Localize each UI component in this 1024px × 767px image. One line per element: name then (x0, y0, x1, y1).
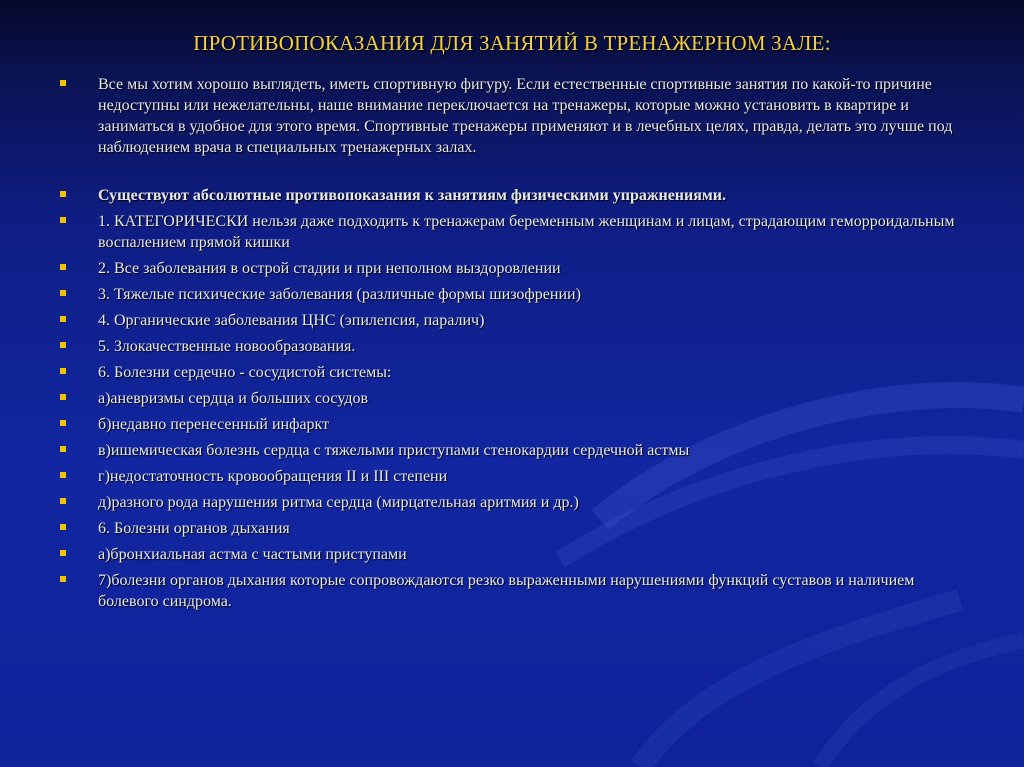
list-item-text: 1. КАТЕГОРИЧЕСКИ нельзя даже подходить к тренажерам беременным женщинам и лицам, страдающим геморроидальным воспалением прямой кишки (98, 213, 955, 251)
bullet-icon (60, 420, 66, 426)
bullet-icon (60, 316, 66, 322)
list-item (60, 544, 970, 565)
list-item (60, 185, 970, 206)
list-item (60, 211, 970, 253)
list-item-text: а)бронхиальная астма с частыми приступами (98, 546, 407, 563)
list-item-text: Существуют абсолютные противопоказания к занятиям физическими упражнениями. (98, 187, 726, 204)
bullet-icon (60, 576, 66, 582)
bullet-icon (60, 524, 66, 530)
slide-title: ПРОТИВОПОКАЗАНИЯ ДЛЯ ЗАНЯТИЙ В ТРЕНАЖЕРНОМ ЗАЛЕ: (193, 31, 831, 55)
list-item (60, 570, 970, 612)
list-item (60, 336, 970, 357)
bullet-list (60, 74, 970, 617)
bullet-icon (60, 264, 66, 270)
bullet-icon (60, 191, 66, 197)
list-item-text: в)ишемическая болезнь сердца с тяжелыми приступами стенокардии сердечной астмы (98, 442, 690, 459)
list-item (60, 388, 970, 409)
list-item (60, 466, 970, 487)
bullet-icon (60, 217, 66, 223)
bullet-icon (60, 368, 66, 374)
bullet-icon (60, 342, 66, 348)
list-item-text: 2. Все заболевания в острой стадии и при неполном выздоровлении (98, 260, 561, 277)
list-item-text: г)недостаточность кровообращения II и III степени (98, 468, 448, 485)
list-item-text: б)недавно перенесенный инфаркт (98, 416, 330, 433)
list-item-text: 7)болезни органов дыхания которые сопровождаются резко выраженными нарушениями функций суставов и наличием болевого синдрома. (98, 572, 915, 610)
list-item (60, 258, 970, 279)
list-item (60, 492, 970, 513)
list-item-text: д)разного рода нарушения ритма сердца (мирцательная аритмия и др.) (98, 494, 579, 511)
bullet-icon (60, 394, 66, 400)
list-item-text: 3. Тяжелые психические заболевания (различные формы шизофрении) (98, 286, 581, 303)
bullet-icon (60, 498, 66, 504)
list-item (60, 414, 970, 435)
bullet-icon (60, 80, 66, 86)
bullet-icon (60, 550, 66, 556)
list-item (60, 310, 970, 331)
list-item (60, 362, 970, 383)
list-item (60, 74, 970, 158)
list-item-text: Все мы хотим хорошо выглядеть, иметь спортивную фигуру. Если естественные спортивные занятия по какой-то причине недоступны или нежелательны, наше внимание переключается на тренажеры, которые можно установить в квартире и заниматься в удобное для этого время. Спортивные тренажеры применяют и в лечебных целях, правда, делать это лучше под наблюдением врача в специальных тренажерных залах. (98, 76, 953, 156)
list-item-text: 6. Болезни органов дыхания (98, 520, 290, 537)
bullet-icon (60, 446, 66, 452)
list-item-text: 4. Органические заболевания ЦНС (эпилепсия, паралич) (98, 312, 485, 329)
list-item-text: 6. Болезни сердечно - сосудистой системы: (98, 364, 392, 381)
list-item-text: 5. Злокачественные новообразования. (98, 338, 356, 355)
list-item (60, 518, 970, 539)
list-item (60, 440, 970, 461)
list-item (60, 284, 970, 305)
bullet-icon (60, 472, 66, 478)
list-item-text: а)аневризмы сердца и больших сосудов (98, 390, 369, 407)
bullet-icon (60, 290, 66, 296)
